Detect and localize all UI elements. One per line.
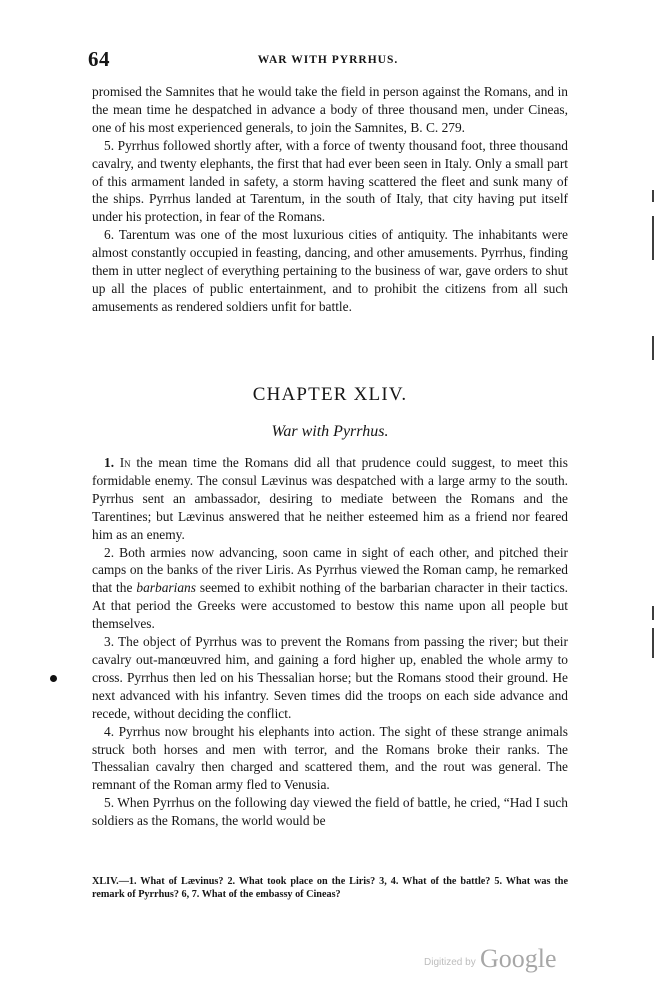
page-number: 64 xyxy=(88,47,110,71)
paragraph: 5. Pyrrhus followed shortly after, with a force of twenty thousand foot, three thousand cavalry, and twenty elephants, the first that had ever been seen in Italy. Only a small part of this armament landed in safety, a storm having scattered the fleet and sunk many of the ships. Pyrrhus landed at Tarentum, in the south of Italy, that city having put itself under his protection, in fear of the Romans. xyxy=(92,137,568,225)
margin-dot xyxy=(50,675,57,682)
page-header xyxy=(88,47,568,71)
margin-mark xyxy=(652,190,654,202)
drop-word: In xyxy=(119,455,131,470)
paragraph: 6. Tarentum was one of the most luxurious cities of antiquity. The inhabitants were almost constantly occupied in feasting, dancing, and other amusements. Pyrrhus, finding them in utter neglect of everything pertaining to the business of war, gave orders to shut up all the places of public entertainment, and to prohibit the citizens from all such amusements as rendered soldiers unfit for battle. xyxy=(92,227,568,314)
paragraph-text: the mean time the Romans did all that prudence could suggest, to meet this formidable enemy. The consul Lævinus was despatched with a large army to the south. Pyrrhus sent an ambassador, desiring to mediate between the Romans and the Tarentines; but Lævinus answered that he neither esteemed him as a friend nor feared him as an enemy. xyxy=(92,455,568,542)
paragraph: 5. When Pyrrhus on the following day viewed the field of battle, he cried, “Had I such soldiers as the Romans, the world would be xyxy=(92,795,568,829)
paragraph: 4. Pyrrhus now brought his elephants into action. The sight of these strange animals struck both horses and men with terror, and the Romans broke their ranks. The Thessalian cavalry then charged and scattered them, and the rout was general. The remnant of the Roman army fled to Venusia. xyxy=(92,723,568,793)
italic-term: barbarians xyxy=(136,580,196,596)
margin-mark xyxy=(652,216,654,260)
digitized-by-label: Digitized by xyxy=(424,957,476,968)
chapter-body xyxy=(92,454,568,830)
paragraph: 3. The object of Pyrrhus was to prevent the Romans from passing the river; but their cavalry out-manœuvred him, and gaining a ford higher up, enabled the whole army to cross. Pyrrhus then led on his Thessalian horse; but the Romans stood their ground. He next advanced with his infantry. Seven times did the troops on each side advance and recede, without deciding the conflict. xyxy=(92,634,568,721)
section-continuation xyxy=(92,83,568,316)
paragraph-number: 1. xyxy=(104,455,115,470)
chapter-subtitle: War with Pyrrhus. xyxy=(271,423,389,440)
running-head: WAR WITH PYRRHUS. xyxy=(257,54,399,66)
google-logo: Google xyxy=(480,944,557,973)
paragraph-text: seemed to exhibit nothing of the barbarian character in their tactics. At that period the Greeks were accustomed to bestow this name upon all people but themselves. xyxy=(92,580,569,632)
chapter-title: CHAPTER XLIV. xyxy=(252,384,408,405)
margin-mark xyxy=(652,606,654,620)
paragraph xyxy=(92,544,568,634)
review-questions: XLIV.—1. What of Lævinus? 2. What took place on the Liris? 3, 4. What of the battle? 5. What was the remark of Pyrrhus? 6, 7. What of the embassy of Cineas? xyxy=(92,876,568,900)
paragraph-text: 2. Both armies now advancing, soon came in sight of each other, and pitched their camps on the banks of the river Liris. As Pyrrhus viewed the Roman camp, he remarked that the xyxy=(92,544,568,596)
paragraph: promised the Samnites that he would take the field in person against the Romans, and in the mean time he despatched in advance a body of three thousand men, under Cineas, one of his most experienced generals, to join the Samnites, B. C. 279. xyxy=(92,84,568,135)
margin-mark xyxy=(652,628,654,658)
digitized-watermark xyxy=(424,942,584,982)
margin-mark xyxy=(652,336,654,360)
paragraph xyxy=(92,454,568,544)
